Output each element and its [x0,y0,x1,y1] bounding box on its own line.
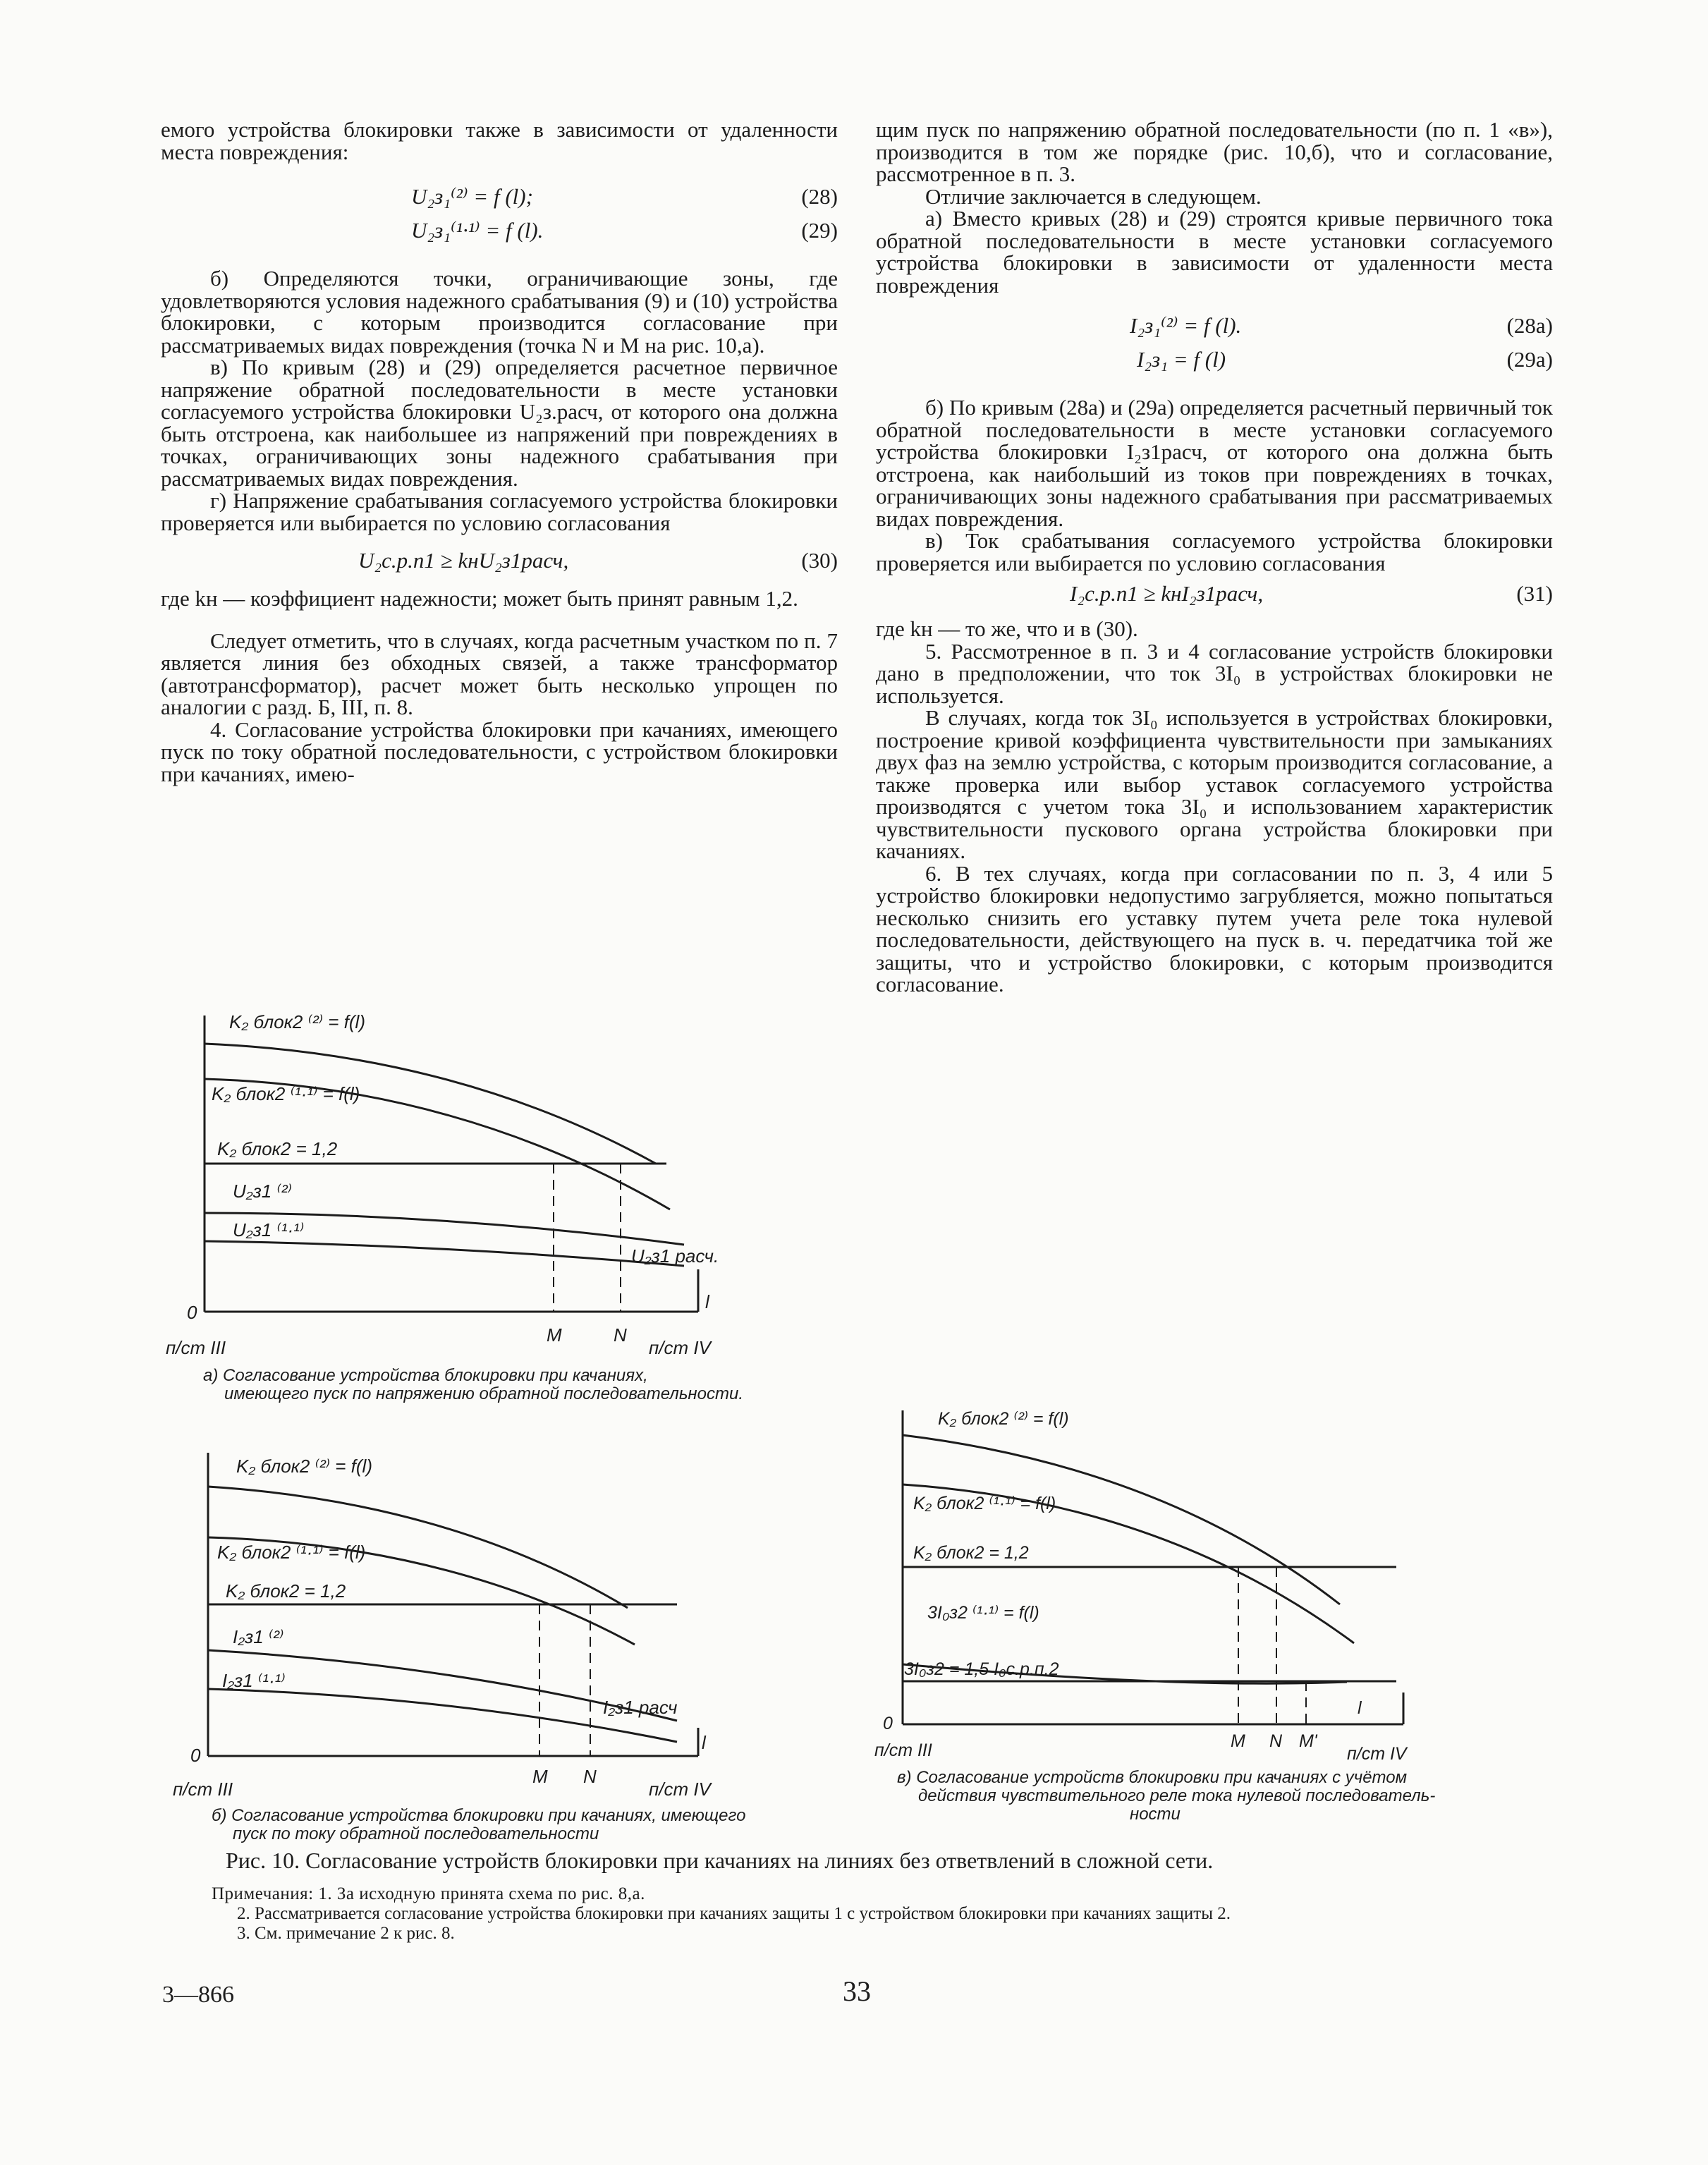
left-paragraph-where: где kн — коэффициент надежности; может быть принят равным 1,2. [161,586,798,611]
figure-b-label-irasch: I₂з1 расч [603,1697,678,1718]
figure-b-label-k12: K₂ блок2 = 1,2 [226,1580,346,1602]
figure-c-label-k11: K₂ блок2 ⁽¹·¹⁾ = f(l) [913,1494,1056,1513]
figure-b-label-zero: 0 [190,1745,201,1766]
equation-29 [161,214,838,248]
figure-a-caption [203,1367,743,1403]
figure-b-caption-line2: пуск по току обратной последовательности [233,1824,599,1843]
figure-b-label-n: N [583,1766,597,1787]
figure-c-caption-line1: в) Согласование устройств блокировки при качаниях с учётом [897,1768,1408,1787]
figure-c-label-i0: 3I₀з2 ⁽¹·¹⁾ = f(l) [927,1603,1039,1623]
equation-28-formula: U₂з₁⁽²⁾ = f (l); [411,184,533,209]
note-2: 2. Рассматривается согласование устройства блокировки при качаниях защиты 1 с устройством блокировки при качаниях защиты 2. [237,1904,1231,1923]
figure-b-caption-line1: б) Согласование устройства блокировки при качаниях, имеющего [212,1806,746,1825]
figure-a-label-u11: U₂з1 ⁽¹·¹⁾ [233,1219,305,1240]
figure-c-caption-line3: ности [1130,1805,1181,1824]
figure-c-label-zero: 0 [883,1714,893,1733]
figure-a-label-k2: K₂ блок2 ⁽²⁾ = f(l) [229,1011,365,1032]
figure-a [162,1001,769,1382]
figure-b-label-k2: K₂ блок2 ⁽²⁾ = f(l) [236,1456,372,1477]
figure-a-label-m: M [547,1324,562,1346]
equation-29-formula: U₂з₁⁽¹·¹⁾ = f (l). [411,218,544,243]
equation-29a [876,343,1553,377]
figure-b-label-m: M [532,1766,548,1787]
figure-c-label-m: M [1231,1731,1245,1751]
figure-c-label-ps4: п/ст IV [1347,1744,1407,1763]
right-paragraph-a: а) Вместо кривых (28) и (29) строятся кривые первичного тока обратной последовательности в месте установки согласуемого устройства блокировки в зависимости от удаленности места повреждения [876,206,1553,298]
page-number: 33 [843,1975,871,2007]
figure-c-label-k12: K₂ блок2 = 1,2 [913,1543,1029,1563]
footer-code: 3—866 [162,1982,234,2008]
equation-28-number: (28) [801,184,838,209]
figure-a-label-ps3: п/ст III [166,1337,226,1358]
left-paragraph-b: б) Определяются точки, ограничивающие зоны, где удовлетворяются условия надежного срабатывания (9) и (10) устройства блокировки, с которым производится согласование при рассматриваемых видах повреждения (точка N и M на рис. 10,а). [161,266,838,358]
right-paragraph-0: щим пуск по напряжению обратной последовательности (по п. 1 «в»), производится в том же порядке (рис. 10,б), что и согласование, рассмотренное в п. 3. [876,117,1553,186]
left-paragraph-note: Следует отметить, что в случаях, когда расчетным участком по п. 7 является линия без обходных связей, а также трансформатор (автотрансформатор), расчет может быть несколько упрощен по аналогии с разд. Б, III, п. 8. [161,628,838,719]
figure-c-label-n: N [1269,1731,1283,1751]
figure-a-label-ps4: п/ст IV [649,1337,711,1358]
left-paragraph-0: емого устройства блокировки также в зависимости от удаленности места повреждения: [161,117,838,164]
left-paragraph-v: в) По кривым (28) и (29) определяется расчетное первичное напряжение обратной последовательности в месте установки согласуемого устройства блокировки U₂з.расч, от которого она должна быть отстроена, как наибольшее из напряжений при повреждениях в точках, ограничивающих зоны надежного срабатывания при рассматриваемых видах повреждения. [161,355,838,491]
equation-30-formula: U₂с.р.п1 ≥ kнU₂з1расч, [358,548,569,573]
right-paragraph-5b: В случаях, когда ток 3I₀ используется в устройствах блокировки, построение кривой коэффициента чувствительности при замыканиях двух фаз на землю устройства, с которым производится согласование, а также проверка или выбор уставок согласуемого устройства производятся с учетом тока 3I₀ и использованием характеристик чувствительности пускового органа устройства блокировки при качаниях. [876,705,1553,863]
right-paragraph-where: где kн — то же, что и в (30). [876,616,1138,641]
equation-28a-formula: I₂з₁⁽²⁾ = f (l). [1130,313,1242,338]
figure-a-label-urasch: U₂з1 расч. [631,1245,719,1267]
figure-b-label-k11: K₂ блок2 ⁽¹·¹⁾ = f(l) [217,1542,366,1563]
equation-29-number: (29) [801,218,838,243]
figure-c-label-l: l [1358,1698,1362,1718]
figure-b-label-i11: I₂з1 ⁽¹·¹⁾ [222,1670,286,1691]
right-column [876,118,1553,996]
figure-b-label-ps3: п/ст III [173,1779,233,1798]
equation-31-formula: I₂с.р.п1 ≥ kнI₂з1расч, [1070,581,1264,606]
figure-a-label-u2: U₂з1 ⁽²⁾ [233,1181,292,1202]
figure-a-label-k12: K₂ блок2 = 1,2 [217,1138,338,1159]
figure-c-curve-k2 [903,1435,1340,1604]
figure-a-label-n: N [614,1324,627,1346]
figure-c-caption-line2: действия чувствительного реле тока нулевой последователь- [918,1786,1436,1805]
figure-a-label-k11: K₂ блок2 ⁽¹·¹⁾ = f(l) [212,1083,360,1104]
figure-10-caption: Рис. 10. Согласование устройств блокировки при качаниях на линиях без ответвлений в сложной сети. [226,1848,1214,1873]
figure-b-label-i2: I₂з1 ⁽²⁾ [233,1626,284,1647]
left-column [161,118,838,785]
figure-c-caption [897,1769,1435,1824]
left-paragraph-4: 4. Согласование устройства блокировки при качаниях, имеющего пуск по току обратной последовательности, с устройством блокировки при качаниях, имею- [161,716,838,786]
equation-30-number: (30) [801,548,838,573]
figure-a-caption-line1: а) Согласование устройства блокировки при качаниях, [203,1366,648,1385]
figure-a-label-zero: 0 [187,1302,197,1323]
figure-b [169,1439,755,1798]
equation-29a-number: (29а) [1506,347,1553,372]
figure-b-caption [212,1807,745,1843]
equation-31 [876,577,1553,611]
equation-30 [161,544,838,578]
figure-c-label-ps3: п/ст III [874,1740,932,1760]
figure-notes [212,1884,1558,1944]
note-3: 3. См. примечание 2 к рис. 8. [237,1924,455,1943]
equation-28a [876,309,1553,343]
equation-29a-formula: I₂з₁ = f (l) [1137,347,1226,372]
equation-31-number: (31) [1516,581,1553,606]
figure-a-label-l: l [705,1291,709,1312]
figure-b-label-l: l [702,1732,706,1753]
right-paragraph-b: б) По кривым (28а) и (29а) определяется расчетный первичный ток обратной последовательности в месте установки согласуемого устройства блокировки I₂з1расч, от которого она должна быть отстроена, как наибольший из токов при повреждениях в точках, ограничивающих зоны надежного срабатывания при рассматриваемых видах повреждения. [876,395,1553,531]
right-paragraph-v: в) Ток срабатывания согласуемого устройства блокировки проверяется или выбирается по условию согласования [876,528,1553,575]
right-paragraph-1: Отличие заключается в следующем. [925,183,1262,209]
right-paragraph-5: 5. Рассмотренное в п. 3 и 4 согласование устройств блокировки дано в предположении, что ток 3I₀ в устройствах блокировки не используется. [876,638,1553,708]
equation-28a-number: (28а) [1506,313,1553,338]
figure-a-curve-u11 [205,1241,684,1266]
right-paragraph-6: 6. В тех случаях, когда при согласовании по п. 3, 4 или 5 устройство блокировки недопустимо загрубляется, можно попытаться несколько снизить его уставку путем учета реле тока нулевой последовательности, действующего на пуск в. ч. передатчика той же защиты, что и устройство блокировки, с которым производится согласование. [876,860,1553,996]
figure-c-label-i0s: 3I₀з2 = 1,5 I₀с.р.п.2 [904,1659,1059,1679]
figure-a-caption-line2: имеющего пуск по напряжению обратной последовательности. [224,1384,743,1403]
figure-c-label-m1: M' [1299,1731,1317,1751]
figure-c [860,1403,1460,1763]
left-paragraph-g: г) Напряжение срабатывания согласуемого устройства блокировки проверяется или выбирается по условию согласования [161,488,838,535]
figure-c-label-k2: K₂ блок2 ⁽²⁾ = f(l) [938,1409,1069,1429]
equation-28 [161,180,838,214]
figure-b-label-ps4: п/ст IV [649,1779,711,1798]
note-1: Примечания: 1. За исходную принята схема по рис. 8,а. [212,1884,645,1903]
